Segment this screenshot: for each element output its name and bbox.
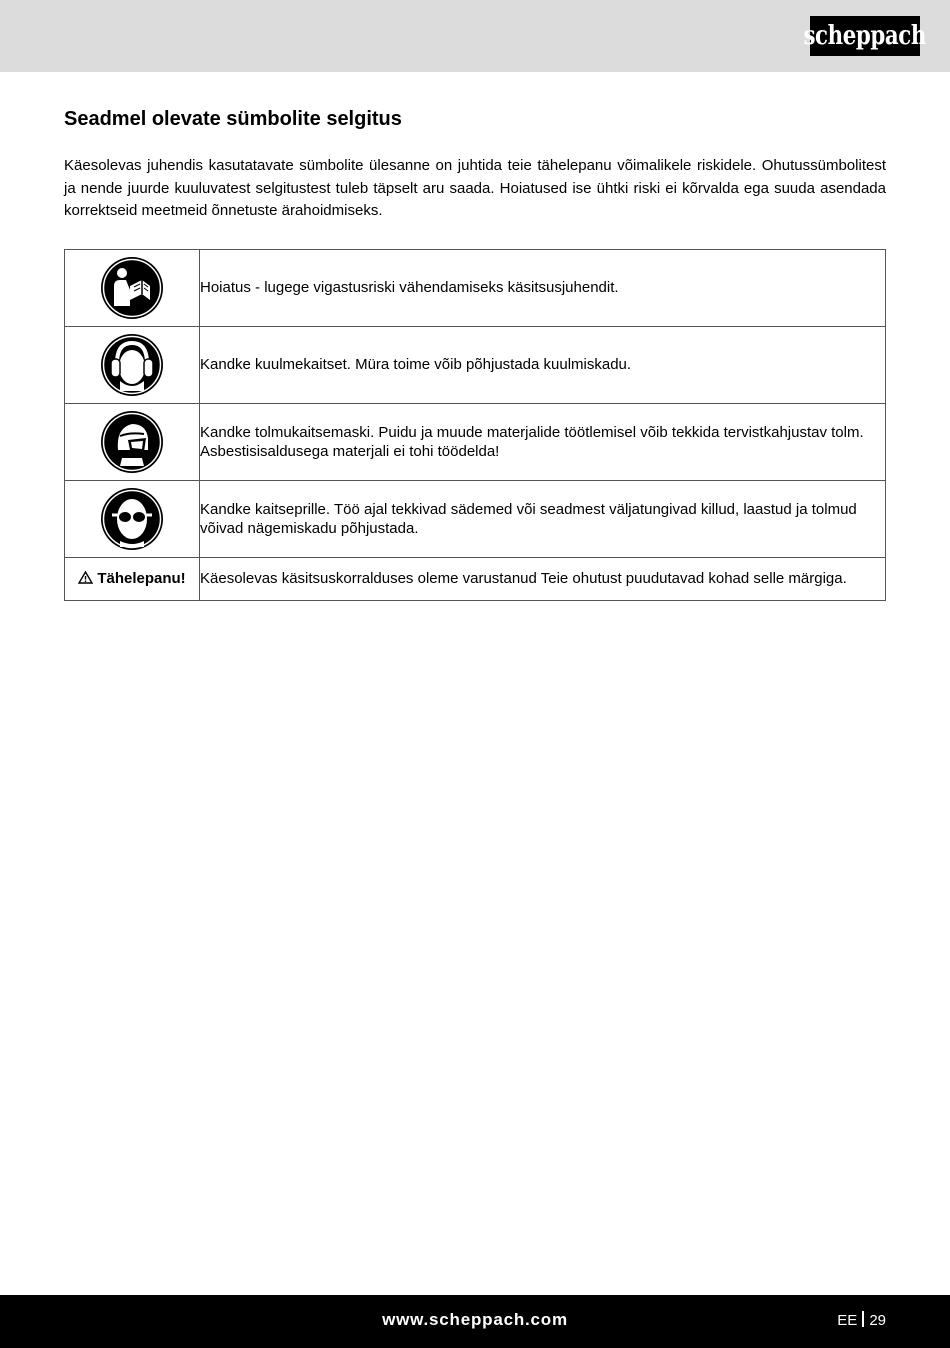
scheppach-logo: scheppach xyxy=(810,16,920,56)
separator xyxy=(862,1311,864,1327)
website-link[interactable]: www.scheppach.com xyxy=(382,1310,568,1329)
symbol-description: Kandke tolmukaitsemaski. Puidu ja muude materjalide töötlemisel võib tekkida tervistkahjustav tolm. Asbestisisaldusega materjali ei tohi töödelda! xyxy=(200,404,886,481)
note-description: Käesolevas käsitsuskorralduses oleme varustanud Teie ohutust puudutavad kohad selle märgiga. xyxy=(200,558,886,601)
note-label: Tähelepanu! xyxy=(97,570,186,587)
ear-protection-icon xyxy=(65,327,200,404)
symbol-description: Hoiatus - lugege vigastusriski vähendamiseks käsitsusjuhendit. xyxy=(200,250,886,327)
warning-triangle-icon xyxy=(78,571,93,588)
symbol-row xyxy=(65,250,886,327)
symbol-description: Kandke kuulmekaitset. Müra toime võib põhjustada kuulmiskadu. xyxy=(200,327,886,404)
symbols-table xyxy=(64,249,886,601)
symbol-row xyxy=(65,404,886,481)
page-number xyxy=(837,1311,886,1329)
symbol-row xyxy=(65,481,886,558)
read-manual-icon xyxy=(65,250,200,327)
page-title: Seadmel olevate sümbolite selgitus xyxy=(64,108,402,130)
page-footer xyxy=(0,1295,950,1348)
page-header xyxy=(0,0,950,72)
language-code: EE xyxy=(837,1312,858,1329)
symbol-description: Kandke kaitseprille. Töö ajal tekkivad sädemed või seadmest väljatungivad killud, laastud ja tolmud võivad nägemiskadu põhjustada. xyxy=(200,481,886,558)
intro-paragraph: Käesolevas juhendis kasutatavate sümbolite ülesanne on juhtida teie tähelepanu võimalikele riskidele. Ohutussümbolitest ja nende juurde kuuluvatest selgitustest tuleb täpselt aru saada. Hoiatused ise ühtki riski ei kõrvalda ega suuda asendada korrektseid meetmeid õnnetuste ärahoidmiseks. xyxy=(64,157,886,219)
note-label-cell xyxy=(65,558,200,601)
note-row xyxy=(65,558,886,601)
safety-goggles-icon xyxy=(65,481,200,558)
symbol-row xyxy=(65,327,886,404)
page-number-value: 29 xyxy=(869,1312,886,1329)
dust-mask-icon xyxy=(65,404,200,481)
